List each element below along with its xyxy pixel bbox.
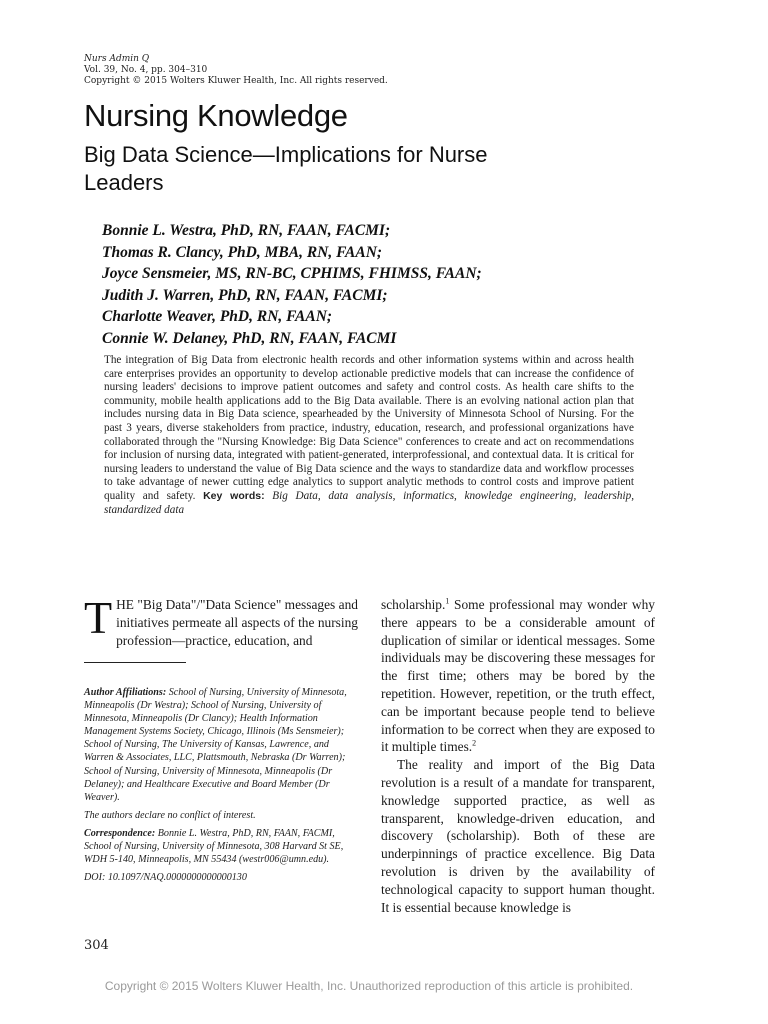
journal-name: Nurs Admin Q	[84, 54, 150, 64]
body-text-segment: Some professional may wonder why there appears to be a considerable amount of duplication of similar or identical messages. Some individuals may be discovering these messages for the first time; others may be bored by the repetition. However, repetition, or the truth effect, can be important because people tend to believe information to be correct when they are exposed to it multiple times.	[381, 597, 655, 755]
author-list	[102, 220, 482, 349]
author: Bonnie L. Westra, PhD, RN, FAAN, FACMI;	[102, 222, 391, 239]
journal-copyright: Copyright © 2015 Wolters Kluwer Health, Inc. All rights reserved.	[84, 76, 388, 86]
drop-cap: T	[84, 592, 113, 643]
author: Connie W. Delaney, PhD, RN, FAAN, FACMI	[102, 329, 397, 347]
abstract-text: The integration of Big Data from electronic health records and other information systems within and across health care enterprises provides an opportunity to develop actionable predictive models that can increase the confidence of nursing leaders' decisions to improve patient outcomes and safety and control costs. As health care shifts to the community, mobile health applications add to the Big Data available. There is an evolving national action plan that includes nursing data in Big Data science, spearheaded by the University of Minnesota School of Nursing. For the past 3 years, diverse stakeholders from practice, industry, education, research, and professional organizations have collaborated through the "Nursing Knowledge: Big Data Science" conferences to create and act on recommendations for inclusion of nursing data, integrated with patient-generated, interprofessional, and contextual data. It is critical for nursing leaders to understand the value of Big Data science and the ways to standardize data and workflow processes to take advantage of newer cutting edge analytics to support analytic methods to control costs and improve patient quality and safety.	[104, 354, 634, 502]
page-number: 304	[84, 938, 109, 953]
intro-paragraph	[84, 592, 358, 649]
affiliations-text: School of Nursing, University of Minnesota, Minneapolis (Dr Westra); School of Nursing, University of Minnesota, Minneapolis (Dr Clancy); Health Information Management Systems Society, Chicago, Illinois (Ms Sensmeier); School of Nursing, The University of Kansas, Lawrence, and Warren & Associates, LLC, Plattsmouth, Nebraska (Dr Warren); School of Nursing, University of Minnesota, Minneapolis (Dr Delaney); and Healthcare Executive and Board Member (Dr Weaver).	[84, 687, 347, 803]
conflict-statement: The authors declare no conflict of interest.	[84, 809, 256, 821]
right-column	[381, 596, 655, 916]
affiliations-paragraph	[84, 686, 358, 804]
author: Thomas R. Clancy, PhD, MBA, RN, FAAN;	[102, 243, 383, 261]
author: Joyce Sensmeier, MS, RN-BC, CPHIMS, FHIMSS, FAAN;	[102, 265, 482, 282]
left-column	[84, 592, 358, 649]
journal-volume: Vol. 39, No. 4, pp. 304–310	[84, 65, 208, 75]
reference-2: 2	[472, 738, 477, 748]
abstract	[104, 354, 634, 517]
article-title: Nursing Knowledge	[84, 98, 348, 133]
correspondence-text: Bonnie L. Westra, PhD, RN, FAAN, FACMI, School of Nursing, University of Minnesota, 308 Harvard St SE, WDH 5-140, Minneapolis, MN 55434 (westr006@umn.edu).	[84, 827, 344, 866]
body-text-segment: scholarship.	[381, 597, 446, 612]
journal-header	[84, 54, 388, 87]
doi: DOI: 10.1097/NAQ.0000000000000130	[84, 872, 247, 884]
copyright-footer: Copyright © 2015 Wolters Kluwer Health, Inc. Unauthorized reproduction of this article is prohibited.	[104, 979, 634, 993]
correspondence-paragraph	[84, 827, 358, 866]
author: Charlotte Weaver, PhD, RN, FAAN;	[102, 308, 333, 325]
author-affiliations	[84, 686, 358, 889]
body-paragraph	[381, 596, 655, 756]
article-subtitle: Big Data Science—Implications for Nurse Leaders	[84, 142, 488, 195]
body-paragraph: The reality and import of the Big Data revolution is a result of a mandate for transparent, knowledge supported practice, as well as transparent, knowledge-driven education, and discovery (scholarship). Both of these are underpinnings of practice excellence. Big Data revolution is driven by the availability of technological capacity to support human thought. It is essential because knowledge is	[381, 757, 655, 915]
footnote-divider	[84, 662, 186, 663]
keywords: Big Data, data analysis, informatics, knowledge engineering, leadership, standardized data	[104, 489, 634, 516]
intro-text: HE "Big Data"/"Data Science" messages and initiatives permeate all aspects of the nursing profession—practice, education, and	[116, 597, 358, 648]
reference-1: 1	[445, 596, 450, 606]
affiliations-label: Author Affiliations:	[84, 687, 167, 698]
author: Judith J. Warren, PhD, RN, FAAN, FACMI;	[102, 286, 388, 304]
correspondence-label: Correspondence:	[84, 827, 156, 839]
keywords-label: Key words:	[203, 489, 265, 502]
